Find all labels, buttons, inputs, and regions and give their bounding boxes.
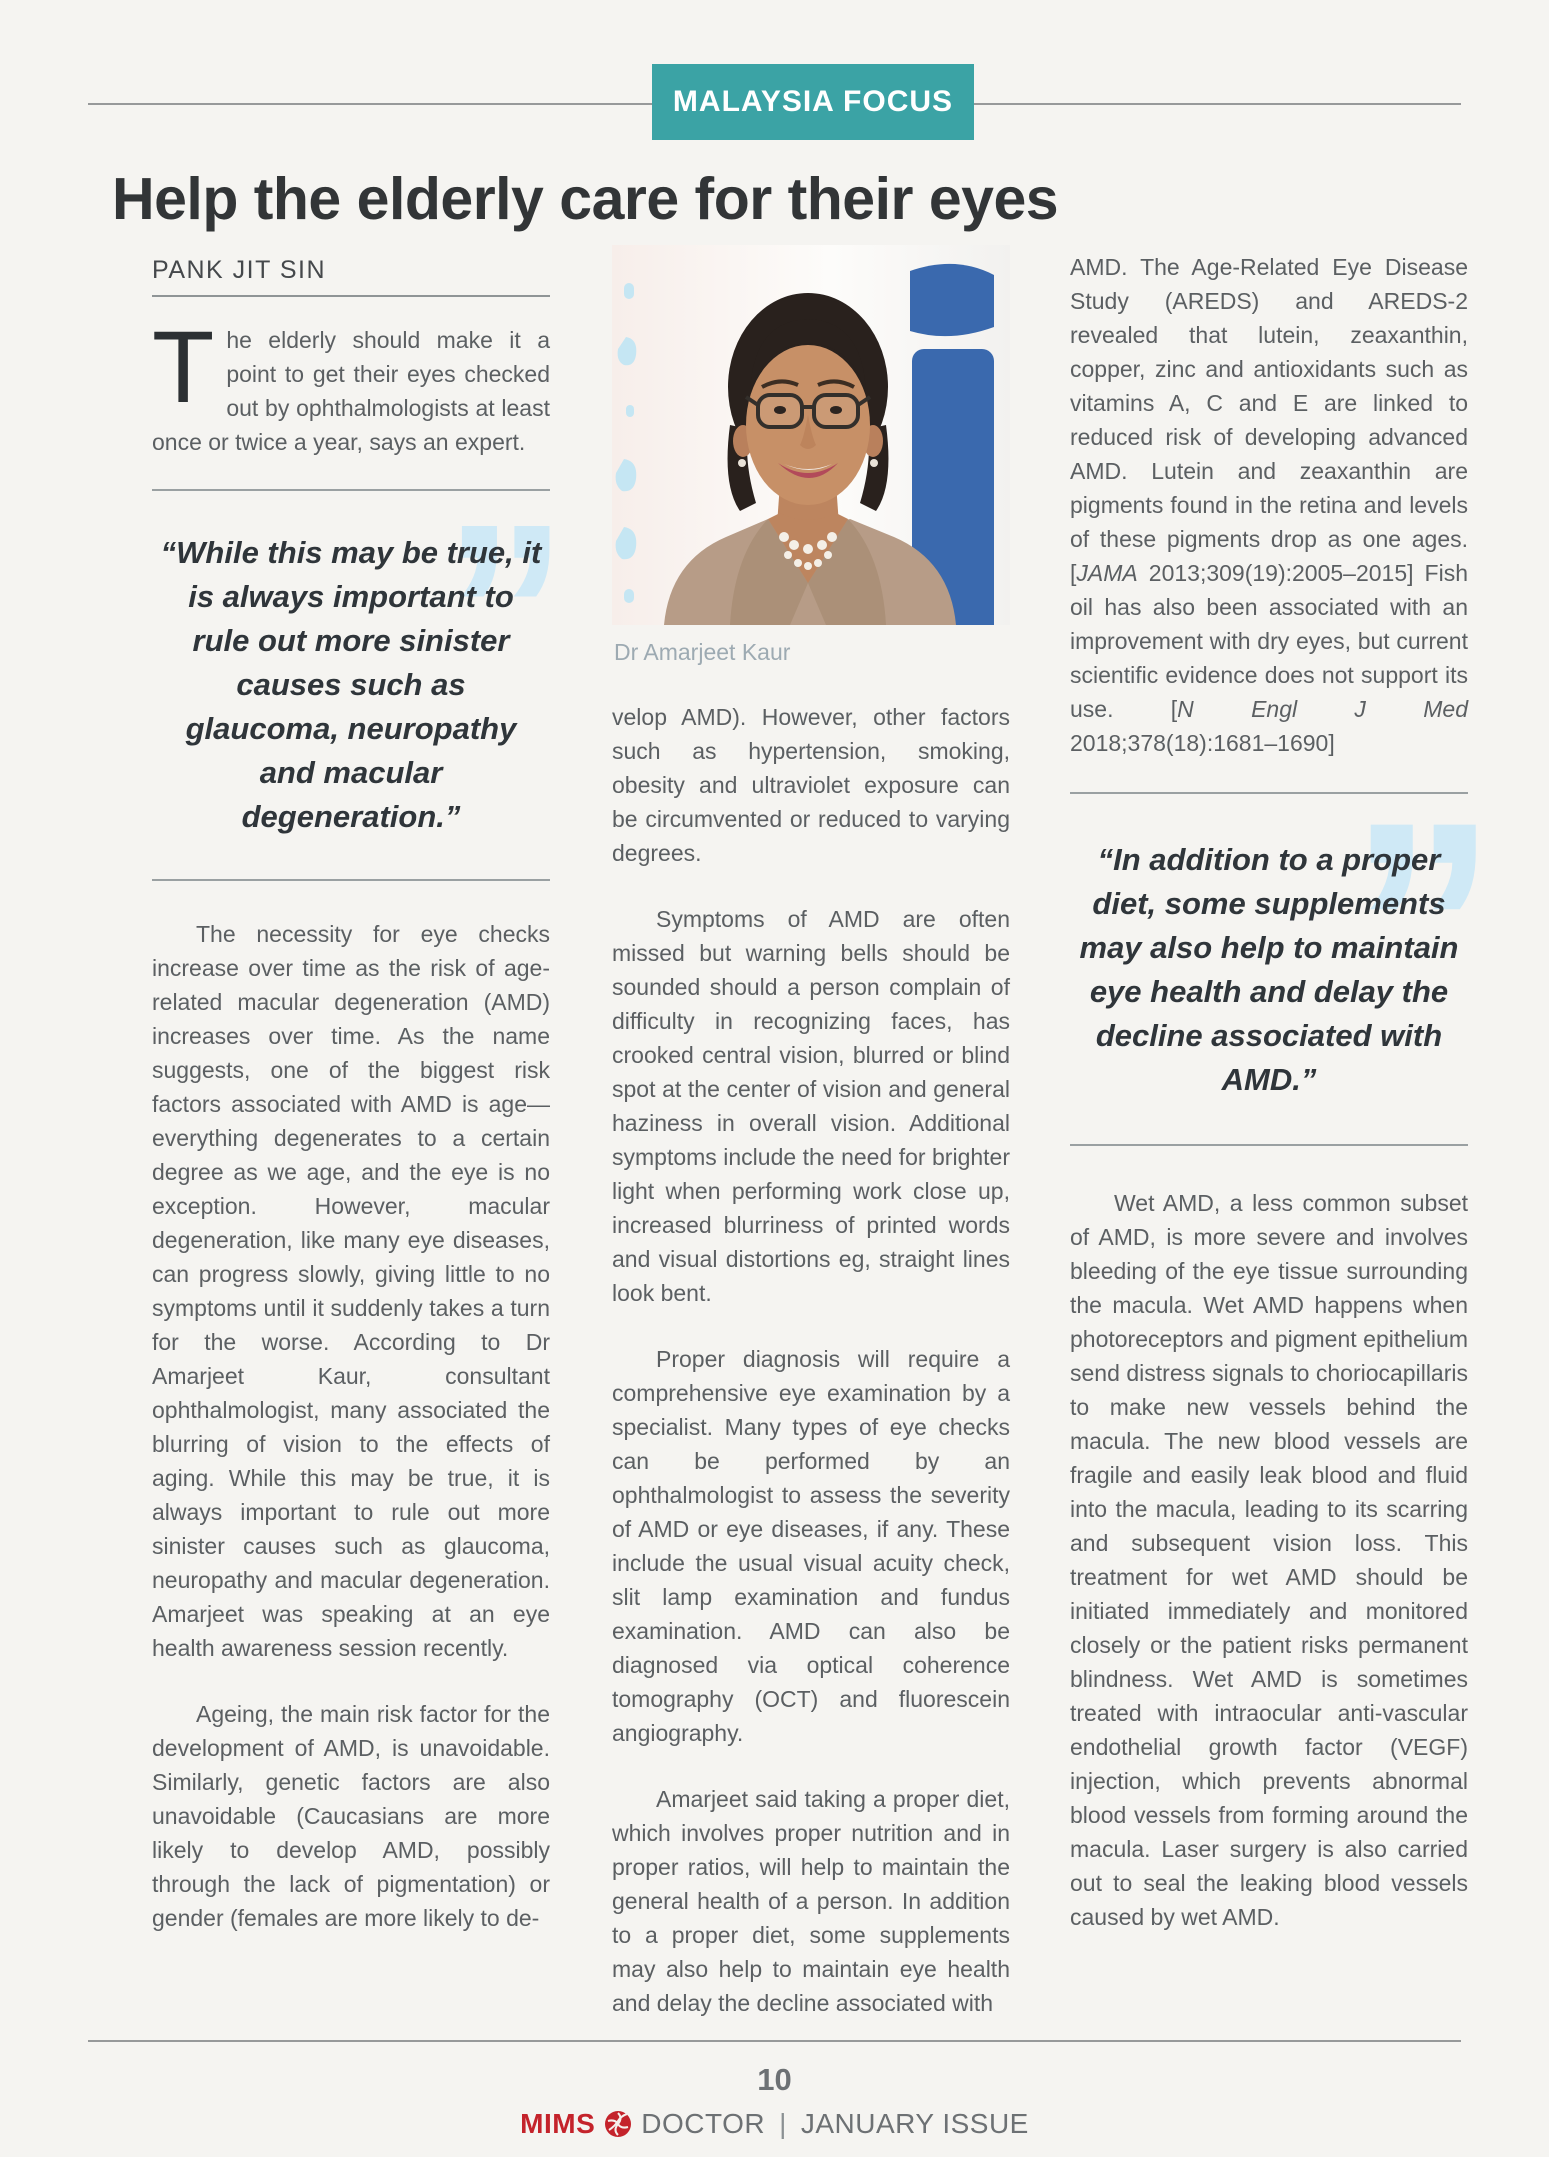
section-tag-banner	[652, 64, 974, 140]
pull-quote-2-text: “In addition to a proper diet, some supplements may also help to maintain eye health and delay the decline associated with AMD.”	[1079, 842, 1459, 1097]
column-2	[612, 245, 1010, 2052]
divider	[152, 489, 550, 491]
journal-reference: JAMA	[1076, 560, 1138, 586]
byline-divider	[152, 295, 550, 297]
portrait-illustration	[612, 245, 1010, 625]
footer-separator: |	[779, 2108, 787, 2139]
paragraph: The necessity for eye checks increase over time as the risk of age-related macular degeneration (AMD) increases over time. As the name suggests, one of the biggest risk factors associated with AMD is age—everything degenerates to a certain degree as we age, and the eye is no exception. However, macular degeneration, like many eye diseases, can progress slowly, giving little to no symptoms until it suddenly takes a turn for the worse. According to Dr Amarjeet Kaur, consultant ophthalmologist, many associated the blurring of vision to the effects of aging. While this may be true, it is always important to rule out more sinister causes such as glaucoma, neuropathy and macular degeneration. Amarjeet was speaking at an eye health awareness session recently.	[152, 921, 550, 1661]
journal-reference: N Engl J Med	[1177, 696, 1468, 722]
divider	[152, 879, 550, 881]
paragraph: velop AMD). However, other factors such as hypertension, smoking, obesity and ultraviolet exposure can be circumvented or reduced to varying degrees.	[612, 704, 1010, 866]
paragraph: Wet AMD, a less common subset of AMD, is more severe and involves bleeding of the eye tissue surrounding the macula. Wet AMD happens when photoreceptors and pigment epithelium send distress signals to choriocapillaris to make new vessels behind the macula. The new blood vessels are fragile and easily leak blood and fluid into the macula, leading to its scarring and subsequent vision loss. This treatment for wet AMD should be initiated immediately and monitored closely or the patient risks permanent blindness. Wet AMD is sometimes treated with intraocular anti-vascular endothelial growth factor (VEGF) injection, which prevents abnormal blood vessels from forming around the macula. Laser surgery is also carried out to seal the leaking blood vessels caused by wet AMD.	[1070, 1190, 1468, 1930]
divider	[1070, 792, 1468, 794]
doctor-wordmark: DOCTOR	[641, 2108, 766, 2139]
paragraph-text: 2013;309(19):2005–2015] Fish oil has also been associated with an improvement with dry eyes, but current scientific evidence does not support its use. [	[1070, 560, 1468, 722]
mims-wordmark: MIMS	[520, 2108, 596, 2139]
paragraph: Symptoms of AMD are often missed but warning bells should be sounded should a person complain of difficulty in recognizing faces, has crooked central vision, blurred or blind spot at the center of vision and general haziness in overall vision. Additional symptoms include the need for brighter light when performing work close up, increased blurriness of printed words and visual distortions eg, straight lines look bent.	[612, 906, 1010, 1306]
intro-paragraph	[152, 310, 550, 459]
paragraph-text: 2018;378(18):1681–1690]	[1070, 730, 1335, 756]
section-tag-label: MALAYSIA FOCUS	[672, 85, 954, 118]
portrait-photo	[612, 245, 1010, 625]
byline: PANK JIT SIN	[152, 256, 327, 284]
paragraph-with-references	[1070, 250, 1468, 760]
footer-divider	[88, 2040, 1461, 2042]
paragraph: Ageing, the main risk factor for the development of AMD, is unavoidable. Similarly, genetic factors are also unavoidable (Caucasians are more likely to develop AMD, possibly through the lack of pigmentation) or gender (females are more likely to de-	[152, 1701, 550, 1931]
intro-text: he elderly should make it a point to get their eyes checked out by ophthalmologists at least once or twice a year, says an expert.	[152, 327, 550, 455]
pull-quote-2	[1070, 759, 1498, 1108]
photo-caption: Dr Amarjeet Kaur	[614, 639, 791, 665]
pull-quote-1	[152, 472, 568, 845]
page-number: 10	[757, 2062, 792, 2097]
banner-logo-dot	[910, 264, 994, 336]
paragraph-text: AMD. The Age-Related Eye Disease Study (AREDS) and AREDS-2 revealed that lutein, zeaxanthin, copper, zinc and antioxidants such as vitamins A, C and E are linked to reduced risk of developing advanced AMD. Lutein and zeaxanthin are pigments found in the retina and levels of these pigments drop as one ages. [	[1070, 254, 1468, 586]
issue-label: JANUARY ISSUE	[800, 2108, 1029, 2139]
article-title: Help the elderly care for their eyes	[112, 165, 1059, 232]
drop-cap: T	[152, 310, 215, 424]
mims-rosette-icon	[603, 2109, 633, 2139]
footer-brand-line	[0, 2108, 1549, 2140]
paragraph: Proper diagnosis will require a comprehensive eye examination by a specialist. Many types of eye checks can be performed by an ophthalmologist to assess the severity of AMD or eye diseases, if any. These include the usual visual acuity check, slit lamp examination and fundus examination. AMD can also be diagnosed via optical coherence tomography (OCT) and fluorescein angiography.	[612, 1346, 1010, 1746]
divider	[1070, 1144, 1468, 1146]
quote-mark-icon: ”	[1348, 759, 1498, 1095]
column-1	[152, 250, 568, 1967]
pull-quote-1-text: “While this may be true, it is always important to rule out more sinister causes such as glaucoma, neuropathy and macular degeneration.”	[160, 535, 542, 834]
paragraph: Amarjeet said taking a proper diet, which involves proper nutrition and in proper ratios, will help to maintain the general health of a person. In addition to a proper diet, some supplements may also help to maintain eye health and delay the decline associated with	[612, 1786, 1010, 2016]
quote-mark-icon: ”	[443, 472, 568, 751]
column-3	[1070, 250, 1498, 1966]
